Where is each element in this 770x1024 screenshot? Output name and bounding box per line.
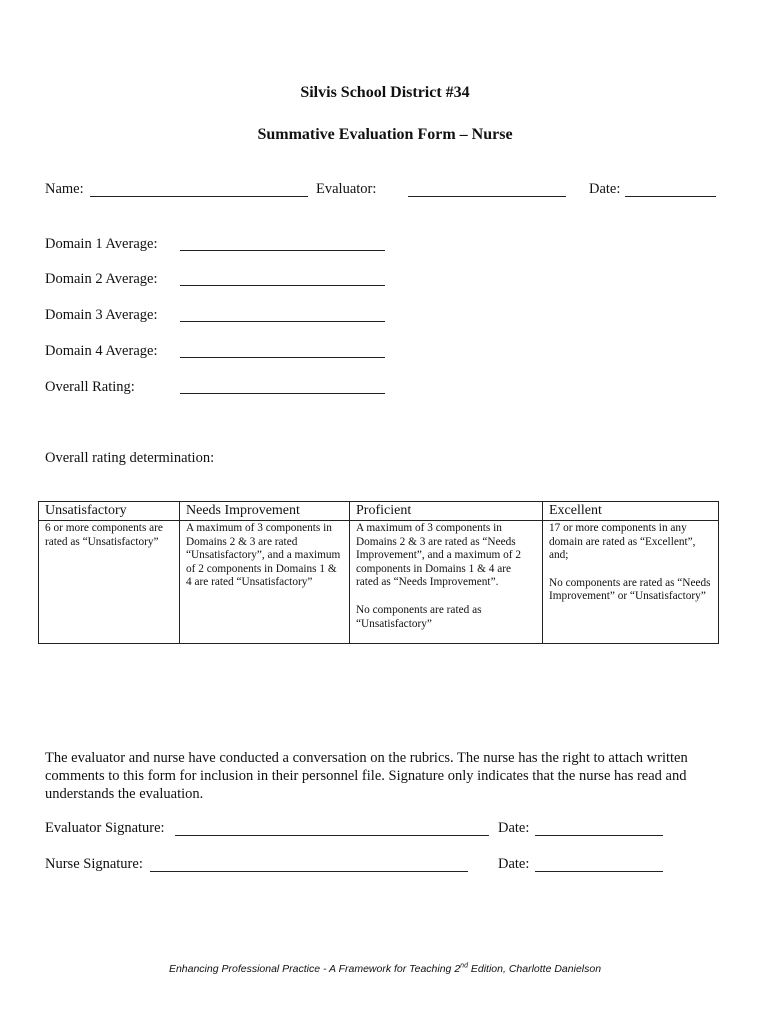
needs-improvement-text: A maximum of 3 components in Domains 2 & 3 are rated “Unsatisfactory”, and a maximum of 2 components in Domains 1 & 4 are rated “Unsatisfactory” xyxy=(186,522,341,589)
nurse-signature-field[interactable] xyxy=(150,871,468,872)
date-label: Date: xyxy=(589,181,621,197)
column-needs-improvement: Needs Improvement xyxy=(180,502,350,521)
proficient-text-1: A maximum of 3 components in Domains 2 & 3 are rated as “Needs Improvement”, and a maximum of 2 components in Domains 1 & 4 are rated as “Needs Improvement”. xyxy=(356,522,522,589)
unsatisfactory-text: 6 or more components are rated as “Unsatisfactory” xyxy=(45,522,163,548)
rating-determination-heading: Overall rating determination: xyxy=(45,450,215,466)
nurse-date-field[interactable] xyxy=(535,871,663,872)
date-field[interactable] xyxy=(625,196,716,197)
column-excellent: Excellent xyxy=(543,502,719,521)
district-title: Silvis School District #34 xyxy=(300,84,470,101)
cell-needs-improvement xyxy=(180,521,350,644)
footer-text: Enhancing Professional Practice - A Framework for Teaching 2 xyxy=(168,963,461,975)
cell-excellent xyxy=(543,521,719,644)
domain-2-average-field[interactable] xyxy=(180,285,385,286)
overall-rating-field[interactable] xyxy=(180,393,385,394)
evaluator-label: Evaluator: xyxy=(316,181,377,197)
name-field[interactable] xyxy=(90,196,308,197)
evaluator-signature-label: Evaluator Signature: xyxy=(45,820,165,836)
domain-1-average-field[interactable] xyxy=(180,250,385,251)
overall-rating-label: Overall Rating: xyxy=(45,379,135,395)
evaluator-signature-field[interactable] xyxy=(175,835,489,836)
excellent-text-1: 17 or more components in any domain are rated as “Excellent”, and; xyxy=(549,522,696,562)
proficient-text-2: No components are rated as “Unsatisfactory” xyxy=(356,603,482,630)
evaluator-date-label: Date: xyxy=(498,820,530,836)
footer-citation xyxy=(0,963,770,975)
excellent-text-2: No components are rated as “Needs Improvement” or “Unsatisfactory” xyxy=(549,576,711,603)
column-proficient: Proficient xyxy=(350,502,543,521)
cell-unsatisfactory xyxy=(39,521,180,644)
nurse-date-label: Date: xyxy=(498,856,530,872)
form-title: Summative Evaluation Form – Nurse xyxy=(257,126,513,143)
footer-text-end: Edition, Charlotte Danielson xyxy=(467,963,602,975)
footer-superscript: nd xyxy=(460,962,468,970)
nurse-signature-label: Nurse Signature: xyxy=(45,856,143,872)
column-unsatisfactory: Unsatisfactory xyxy=(39,502,180,521)
evaluation-statement: The evaluator and nurse have conducted a conversation on the rubrics. The nurse has the right to attach written comments to this form for inclusion in their personnel file. Signature only indicates that the nurse has read and understands the evaluation. xyxy=(45,750,688,802)
rating-table xyxy=(38,501,719,644)
domain-4-average-field[interactable] xyxy=(180,357,385,358)
cell-proficient xyxy=(350,521,543,644)
evaluator-field[interactable] xyxy=(408,196,566,197)
evaluator-date-field[interactable] xyxy=(535,835,663,836)
domain-2-average-label: Domain 2 Average: xyxy=(45,271,158,287)
name-label: Name: xyxy=(45,181,84,197)
domain-4-average-label: Domain 4 Average: xyxy=(45,343,158,359)
domain-1-average-label: Domain 1 Average: xyxy=(45,236,158,252)
domain-3-average-field[interactable] xyxy=(180,321,385,322)
domain-3-average-label: Domain 3 Average: xyxy=(45,307,158,323)
